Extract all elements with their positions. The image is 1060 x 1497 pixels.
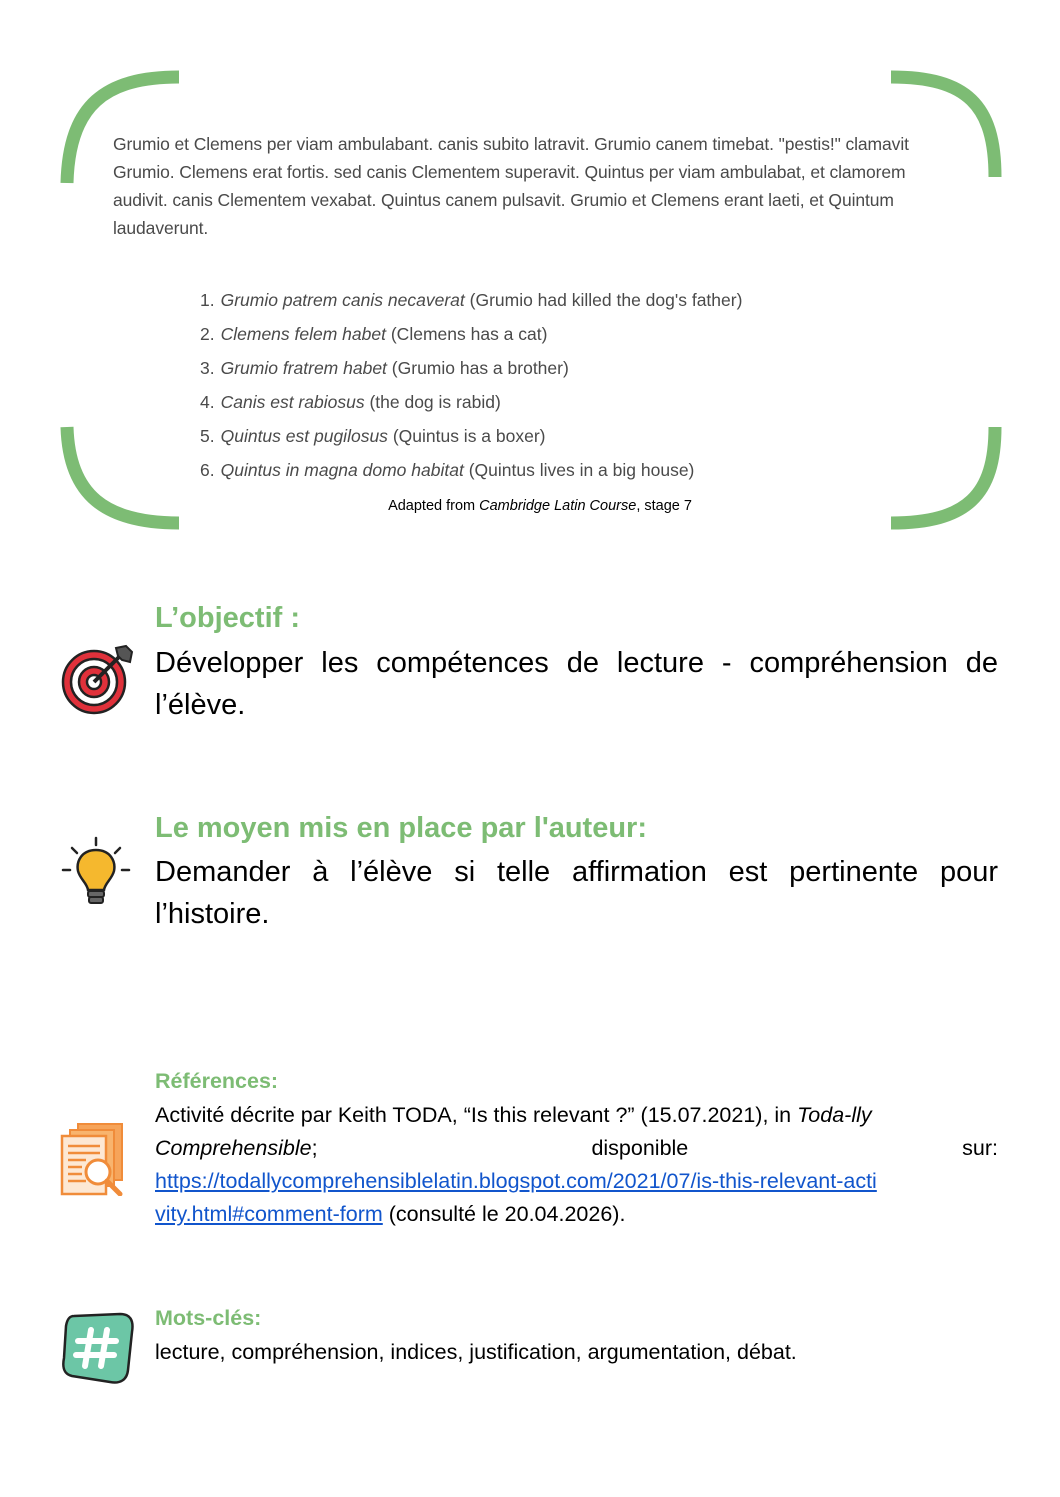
moyen-heading: Le moyen mis en place par l'auteur: bbox=[155, 812, 647, 844]
references-line-1: Activité décrite par Keith TODA, “Is this relevant ?” (15.07.2021), in Toda-lly bbox=[155, 1103, 872, 1127]
keywords-heading: Mots-clés: bbox=[155, 1306, 262, 1330]
documents-search-icon bbox=[60, 1120, 136, 1196]
references-body bbox=[155, 1099, 998, 1231]
list-item: 5. Quintus est pugilosus (Quintus is a boxer) bbox=[200, 426, 546, 446]
lightbulb-icon bbox=[60, 836, 136, 912]
list-item: 1. Grumio patrem canis necaverat (Grumio had killed the dog's father) bbox=[200, 290, 743, 310]
target-icon bbox=[60, 642, 136, 718]
objectif-heading: L’objectif : bbox=[155, 602, 300, 634]
consulted-date: (consulté le 20.04.2026). bbox=[382, 1202, 626, 1226]
list-item: 3. Grumio fratrem habet (Grumio has a brother) bbox=[200, 358, 569, 378]
list-item: 6. Quintus in magna domo habitat (Quintus lives in a big house) bbox=[200, 460, 695, 480]
references-heading: Références: bbox=[155, 1069, 279, 1093]
moyen-body: Demander à l’élève si telle affirmation est pertinente pour l’histoire. bbox=[155, 856, 998, 930]
list-item: 4. Canis est rabiosus (the dog is rabid) bbox=[200, 392, 501, 412]
bracket-bottom-right bbox=[891, 427, 995, 523]
reference-link-continued[interactable]: vity.html#comment-form bbox=[155, 1202, 383, 1226]
reference-link[interactable]: https://todallycomprehensiblelatin.blogspot.com/2021/07/is-this-relevant-acti bbox=[155, 1169, 877, 1193]
latin-excerpt: Grumio et Clemens per viam ambulabant. canis subito latravit. Grumio canem timebat. "pestis!" clamavit Grumio. Clemens erat fortis. sed canis Clementem superavit. Quintus per viam ambulabat, et clamorem audivit. canis Clementem vexabat. Quintus canem pulsavit. Grumio et Clemens erant laeti, et Quintum laudaverunt. bbox=[113, 134, 909, 238]
references-line-2: Comprehensible; disponible sur: bbox=[155, 1136, 998, 1160]
statements-list bbox=[200, 286, 880, 490]
source-credit: Adapted from Cambridge Latin Course, stage 7 bbox=[388, 498, 692, 514]
hashtag-icon bbox=[60, 1310, 136, 1386]
bracket-bottom-left bbox=[67, 427, 179, 523]
keywords-body: lecture, compréhension, indices, justification, argumentation, débat. bbox=[155, 1340, 797, 1364]
list-item: 2. Clemens felem habet (Clemens has a cat) bbox=[200, 324, 548, 344]
objectif-body: Développer les compétences de lecture - compréhension de l’élève. bbox=[155, 647, 998, 721]
